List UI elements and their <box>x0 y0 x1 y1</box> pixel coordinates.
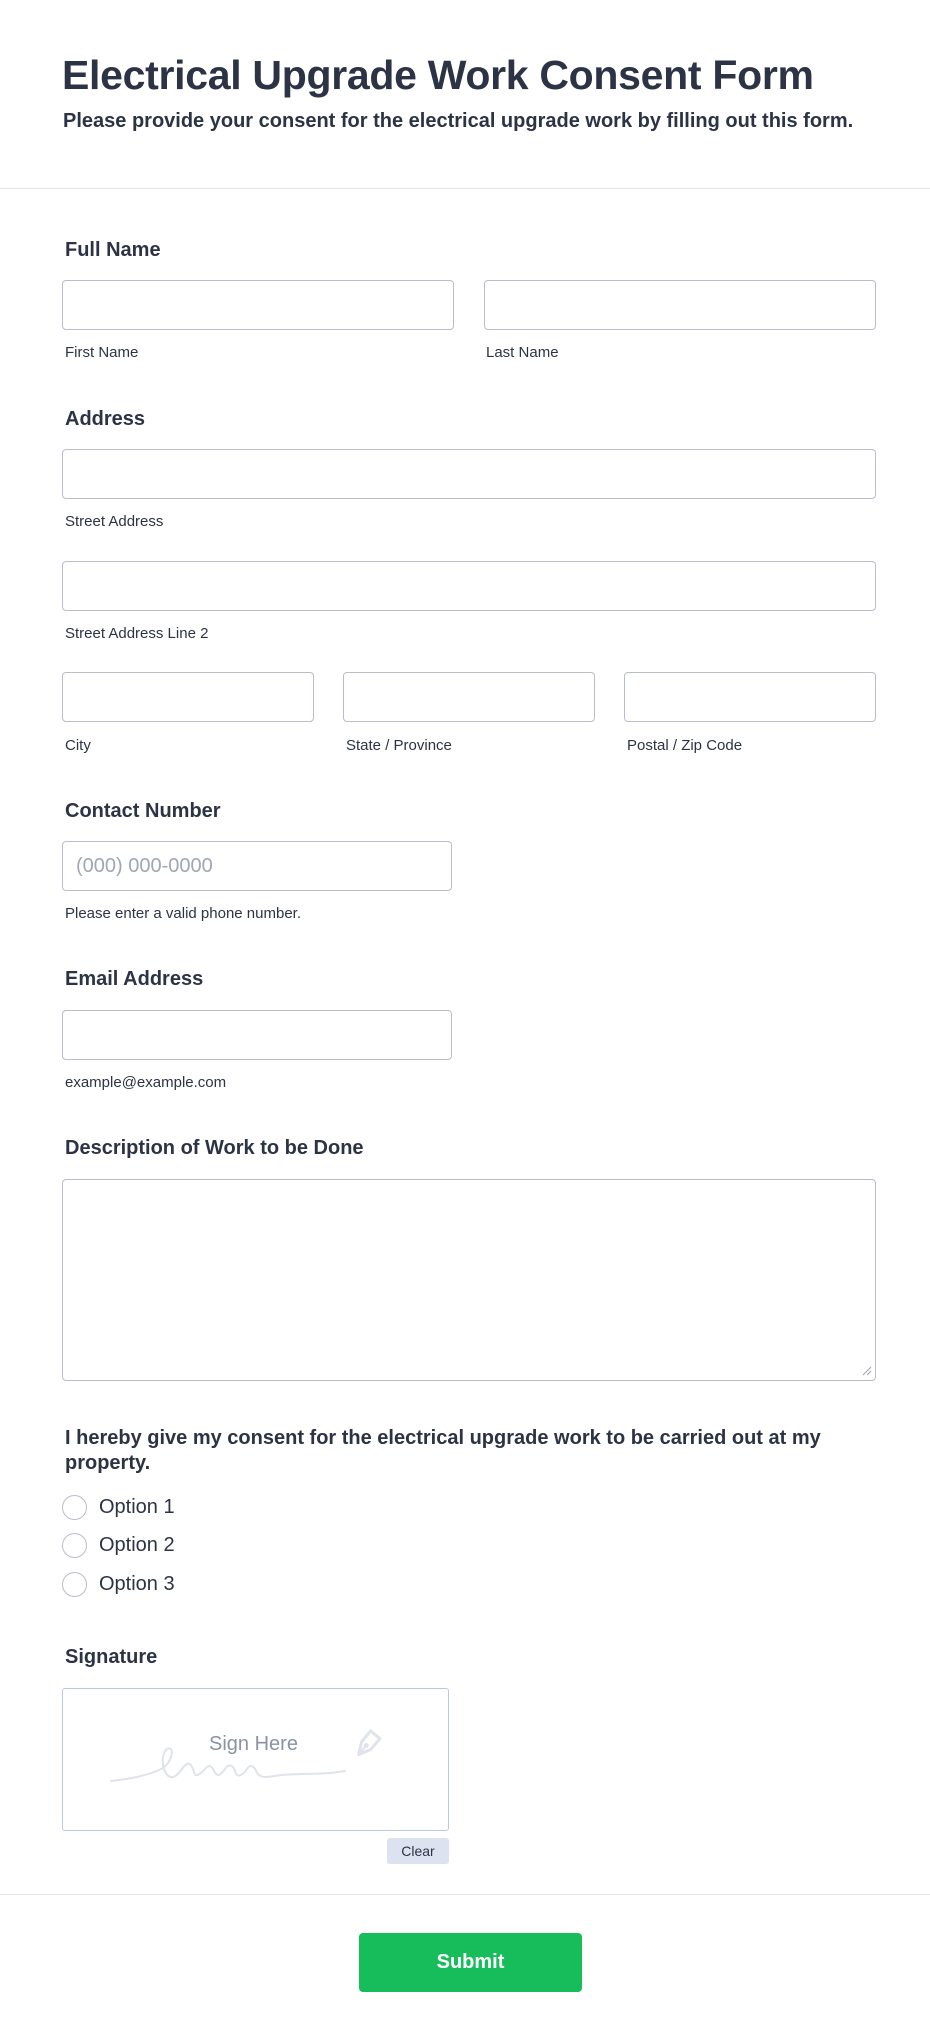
consent-option-2[interactable] <box>62 1532 175 1558</box>
last-name-input[interactable] <box>484 280 876 330</box>
radio-button[interactable] <box>62 1572 87 1597</box>
signature-pad[interactable] <box>62 1688 449 1831</box>
postal-code-sublabel: Postal / Zip Code <box>627 737 743 754</box>
signature-clear-button[interactable]: Clear <box>387 1838 449 1864</box>
address-label: Address <box>65 408 146 430</box>
consent-option-label: Option 3 <box>99 1572 175 1595</box>
signature-label: Signature <box>65 1646 158 1668</box>
consent-option-label: Option 2 <box>99 1533 175 1556</box>
footer-divider <box>0 1894 930 1895</box>
consent-question: I hereby give my consent for the electrical upgrade work to be carried out at my property. <box>65 1427 821 1474</box>
phone-sublabel: Please enter a valid phone number. <box>65 905 301 922</box>
city-input[interactable] <box>62 672 314 722</box>
email-label: Email Address <box>65 968 204 990</box>
street-address-input[interactable] <box>62 449 876 499</box>
street-address-line2-input[interactable] <box>62 561 876 611</box>
radio-button[interactable] <box>62 1495 87 1520</box>
consent-option-label: Option 1 <box>99 1495 175 1518</box>
submit-button[interactable]: Submit <box>359 1933 582 1992</box>
description-textarea[interactable] <box>62 1179 876 1381</box>
page-title: Electrical Upgrade Work Consent Form <box>62 52 814 98</box>
contact-number-label: Contact Number <box>65 800 221 822</box>
city-sublabel: City <box>65 737 91 754</box>
last-name-sublabel: Last Name <box>486 344 559 361</box>
state-sublabel: State / Province <box>346 737 452 754</box>
description-label: Description of Work to be Done <box>65 1137 364 1159</box>
phone-input[interactable] <box>62 841 452 891</box>
full-name-label: Full Name <box>65 239 161 261</box>
signature-placeholder: Sign Here <box>209 1733 298 1755</box>
first-name-sublabel: First Name <box>65 344 139 361</box>
resize-grip-icon[interactable] <box>860 1364 872 1376</box>
first-name-input[interactable] <box>62 280 454 330</box>
postal-code-input[interactable] <box>624 672 876 722</box>
radio-button[interactable] <box>62 1533 87 1558</box>
email-input[interactable] <box>62 1010 452 1060</box>
email-sublabel: example@example.com <box>65 1074 227 1091</box>
street-address-sublabel: Street Address <box>65 513 164 530</box>
pen-nib-icon <box>345 1727 385 1767</box>
page-subtitle: Please provide your consent for the electrical upgrade work by filling out this form. <box>63 110 854 132</box>
consent-option-1[interactable] <box>62 1494 175 1520</box>
street-address-line2-sublabel: Street Address Line 2 <box>65 625 209 642</box>
state-input[interactable] <box>343 672 595 722</box>
form-header <box>0 0 930 189</box>
consent-option-3[interactable] <box>62 1571 175 1597</box>
